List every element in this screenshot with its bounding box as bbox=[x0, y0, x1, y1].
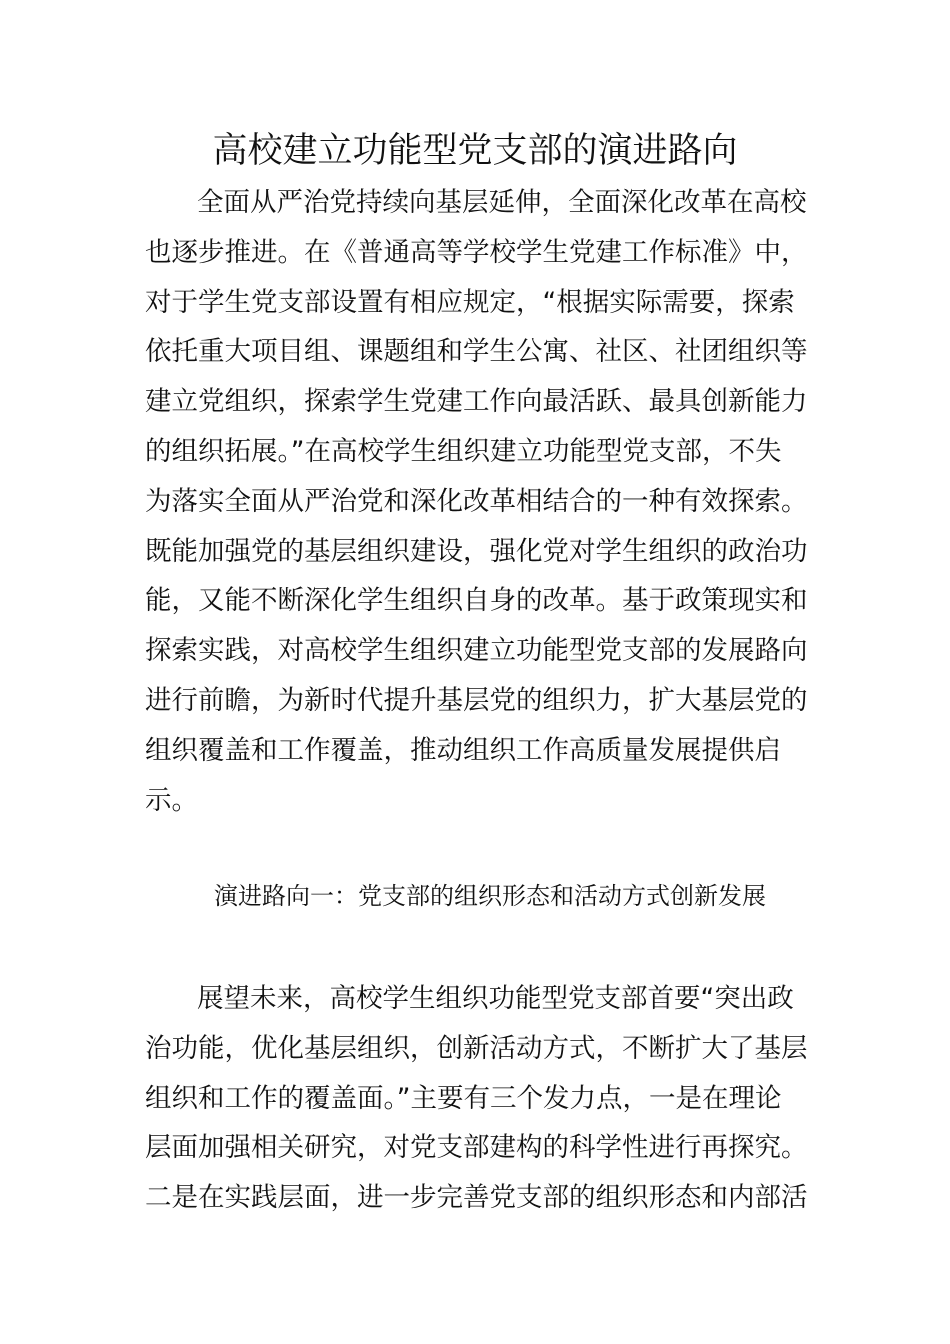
paragraph-line: 组织覆盖和工作覆盖，推动组织工作高质量发展提供启 bbox=[145, 734, 781, 766]
paragraph-line: 对于学生党支部设置有相应规定，“根据实际需要，探索 bbox=[145, 286, 795, 318]
paragraph-line: 依托重大项目组、课题组和学生公寓、社区、社团组织等 bbox=[145, 336, 808, 368]
paragraph-line: 既能加强党的基层组织建设，强化党对学生组织的政治功 bbox=[145, 535, 808, 567]
paragraph-line: 全面从严治党持续向基层延伸，全面深化改革在高校 bbox=[197, 187, 807, 218]
paragraph-line: 组织和工作的覆盖面。”主要有三个发力点，一是在理论 bbox=[145, 1082, 782, 1114]
paragraph-line: 展望未来，高校学生组织功能型党支部首要“突出政 bbox=[197, 983, 794, 1014]
paragraph-line: 示。 bbox=[145, 784, 198, 816]
document-title: 高校建立功能型党支部的演进路向 bbox=[212, 131, 738, 171]
paragraph-line: 的组织拓展。”在高校学生组织建立功能型党支部，不失 bbox=[145, 435, 782, 467]
paragraph-line: 治功能，优化基层组织，创新活动方式，不断扩大了基层 bbox=[145, 1032, 808, 1064]
paragraph-intro bbox=[145, 178, 807, 825]
paragraph-line: 进行前瞻，为新时代提升基层党的组织力，扩大基层党的 bbox=[145, 684, 808, 716]
paragraph-line: 探索实践，对高校学生组织建立功能型党支部的发展路向 bbox=[145, 635, 808, 667]
paragraph-line: 层面加强相关研究，对党支部建构的科学性进行再探究。 bbox=[145, 1132, 808, 1164]
section-heading: 演进路向一：党支部的组织形态和活动方式创新发展 bbox=[214, 882, 766, 910]
paragraph-line: 为落实全面从严治党和深化改革相结合的一种有效探索。 bbox=[145, 485, 808, 517]
paragraph-line: 建立党组织，探索学生党建工作向最活跃、最具创新能力 bbox=[145, 386, 808, 418]
paragraph-section-one bbox=[145, 974, 807, 1223]
paragraph-line: 二是在实践层面，进一步完善党支部的组织形态和内部活 bbox=[145, 1182, 808, 1214]
paragraph-line: 能，又能不断深化学生组织自身的改革。基于政策现实和 bbox=[145, 585, 808, 617]
paragraph-line: 也逐步推进。在《普通高等学校学生党建工作标准》中， bbox=[145, 236, 808, 268]
